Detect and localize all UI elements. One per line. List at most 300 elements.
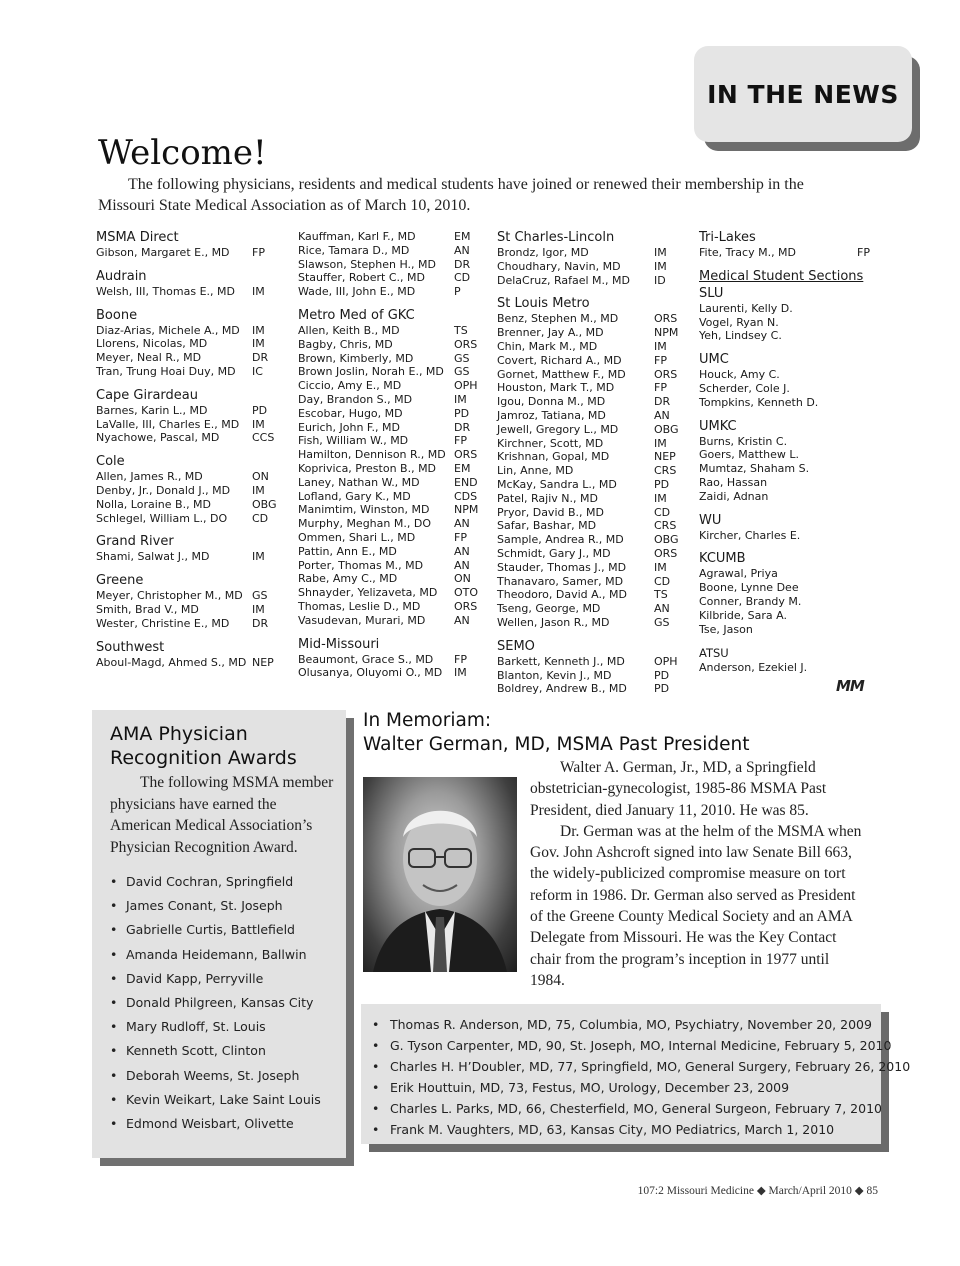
member-name: Barnes, Karin L., MD [96,403,208,417]
ama-award-recipient [110,870,321,894]
member-specialty: CRS [654,519,677,533]
obituary-item [372,1077,910,1098]
member-name: Blanton, Kevin J., MD [497,668,612,682]
member-entry [699,246,879,260]
welcome-intro-text: The following physicians, residents and medical students have joined or renewed their membership in the Missouri State Medical Association as of March 10, 2010. [98,176,804,214]
member-entry [298,653,478,667]
member-specialty: FP [654,381,667,395]
member-entry [497,260,685,274]
member-name: Porter, Thomas M., MD [298,558,424,572]
member-entry [298,271,478,285]
member-specialty: ORS [654,312,678,326]
ama-award-recipient-name: Donald Philgreen, Kansas City [126,995,314,1011]
member-name: Smith, Brad V., MD [96,602,199,616]
ama-award-recipient [110,1039,321,1063]
member-entry [699,529,879,543]
member-name: Pryor, David B., MD [497,505,604,519]
member-entry [298,666,478,680]
member-name: Tompkins, Kenneth D. [699,395,819,409]
member-entry [298,586,478,600]
member-entry [497,354,685,368]
member-name: Shnayder, Yelizaveta, MD [298,586,438,600]
member-name: Welsh, III, Thomas E., MD [96,284,235,298]
member-name: Hamilton, Dennison R., MD [298,448,446,462]
member-entry [298,285,478,299]
member-specialty: IM [252,337,265,351]
member-entry [298,614,478,628]
member-name: Kauffman, Karl F., MD [298,230,416,243]
member-entry [497,561,685,575]
member-entry [699,435,879,449]
ama-award-recipient-name: Edmond Weisbart, Olivette [126,1116,294,1132]
member-name: Benz, Stephen M., MD [497,312,619,326]
member-name: Bagby, Chris, MD [298,337,393,351]
member-name: Brown, Kimberly, MD [298,351,414,365]
member-entry [497,409,685,423]
group-title-greene: Greene [96,573,144,589]
member-name: Safar, Bashar, MD [497,519,597,533]
missouri-medicine-logo: MM [836,677,864,695]
member-specialty: FP [454,652,467,666]
obituary-text: G. Tyson Carpenter, MD, 90, St. Joseph, MO, Internal Medicine, February 5, 2010 [390,1038,892,1053]
member-specialty: AN [454,243,470,257]
member-specialty: GS [454,365,470,379]
member-name: Lofland, Gary K., MD [298,489,411,503]
member-name: Goers, Matthew L. [699,448,799,462]
member-name: Choudhary, Navin, MD [497,259,621,273]
portrait-photo [363,777,517,972]
member-entry [699,567,879,581]
member-name: Beaumont, Grace S., MD [298,652,434,666]
member-entry [497,395,685,409]
obituary-list [372,1014,910,1140]
member-entry [497,368,685,382]
ama-award-recipient [110,991,321,1015]
member-entry [497,326,685,340]
group-title-semo: SEMO [497,638,535,654]
member-name: Chin, Mark M., MD [497,339,598,353]
member-entry [497,575,685,589]
member-entry [96,337,280,351]
member-name: Meyer, Christopher M., MD [96,589,243,603]
member-entry [96,550,280,564]
member-entry [298,545,478,559]
group-title-kcumb: KCUMB [699,551,746,567]
member-name: Conner, Brandy M. [699,594,802,608]
member-name: Boone, Lynne Dee [699,581,799,595]
member-name: Meyer, Neal R., MD [96,351,202,365]
member-entry [699,490,879,504]
member-name: Wester, Christine E., MD [96,616,230,630]
member-name: Brenner, Jay A., MD [497,326,604,340]
member-name: Patel, Rajiv N., MD [497,491,598,505]
group-title-st-charles-lincoln: St Charles-Lincoln [497,230,615,245]
member-name: Thanavaro, Samer, MD [497,574,624,588]
member-specialty: AN [454,517,470,531]
member-specialty: AN [654,602,670,616]
ama-award-recipient-name: Kenneth Scott, Clinton [126,1043,266,1059]
member-entry [699,462,879,476]
member-name: Vogel, Ryan N. [699,315,779,329]
member-name: Brondz, Igor, MD [497,246,589,259]
member-specialty: FP [654,353,667,367]
member-specialty: IM [654,436,667,450]
memoriam-paragraph-1: Walter A. German, Jr., MD, a Springfield obstetrician-gynecologist, 1985-86 MSMA Past President, died January 11, 2010. He was 85. [530,759,827,819]
member-entry [699,382,879,396]
welcome-intro [98,174,838,216]
member-specialty: IM [252,602,265,616]
member-name: Llorens, Nicolas, MD [96,337,208,351]
member-entry [298,476,478,490]
member-entry [298,352,478,366]
member-entry [298,244,478,258]
group-title-st-louis-metro: St Louis Metro [497,296,590,312]
member-specialty: DR [252,351,269,365]
member-entry [298,230,478,244]
member-entry [96,656,280,670]
member-name: Boldrey, Andrew B., MD [497,682,627,696]
member-specialty: END [454,475,478,489]
member-entry [497,423,685,437]
member-entry [497,312,685,326]
member-specialty: PD [654,682,670,696]
member-specialty: DR [454,420,471,434]
ama-award-recipient-name: Deborah Weems, St. Joseph [126,1067,300,1083]
member-specialty: DR [454,257,471,271]
member-name: Covert, Richard A., MD [497,353,622,367]
member-name: Igou, Donna M., MD [497,395,606,409]
obituary-text: Thomas R. Anderson, MD, 75, Columbia, MO, Psychiatry, November 20, 2009 [390,1017,872,1032]
member-name: Kilbride, Sara A. [699,608,787,622]
member-specialty: OPH [654,654,678,668]
member-specialty: DR [252,616,269,630]
member-entry [699,609,879,623]
member-name: Koprivica, Preston B., MD [298,461,437,475]
page-footer: 107:2 Missouri Medicine ◆ March/April 2010 ◆ 85 [637,1185,878,1197]
ama-award-recipient-name: James Conant, St. Joseph [126,898,283,914]
member-entry [497,519,685,533]
member-name: Wellen, Jason R., MD [497,615,610,629]
member-specialty: FP [252,246,265,259]
member-specialty: IM [654,491,667,505]
group-title-wu: WU [699,512,722,528]
member-name: Laney, Nathan W., MD [298,475,420,489]
group-title-slu: SLU [699,285,724,301]
member-name: Stauder, Thomas J., MD [497,560,627,574]
member-name: Escobar, Hugo, MD [298,406,403,420]
ama-award-recipient [110,967,321,991]
memoriam-text [530,757,866,991]
member-name: Olusanya, Oluyomi O., MD [298,666,443,680]
member-specialty: IM [252,417,265,431]
member-specialty: IM [654,259,667,273]
member-entry [298,365,478,379]
member-specialty: CCS [252,431,275,445]
memoriam-heading [363,709,749,757]
group-title-mid-missouri: Mid-Missouri [298,636,380,652]
member-entry [497,492,685,506]
ama-award-recipient [110,943,321,967]
member-entry [497,437,685,451]
member-specialty: GS [654,615,670,629]
member-column-1 [96,230,280,669]
group-title-tri-lakes: Tri-Lakes [699,230,756,245]
member-name: Schmidt, Gary J., MD [497,546,611,560]
obituary-text: Erik Houttuin, MD, 73, Festus, MO, Urology, December 23, 2009 [390,1080,790,1095]
ama-award-recipient [110,918,321,942]
member-name: Tse, Jason [699,622,753,636]
member-specialty: OBG [654,533,679,547]
member-entry [497,588,685,602]
member-specialty: AN [654,408,670,422]
member-entry [497,533,685,547]
ama-award-recipient-name: David Kapp, Perryville [126,970,264,986]
member-specialty: IM [252,483,265,497]
member-entry [699,476,879,490]
obituary-text: Frank M. Vaughters, MD, 63, Kansas City, MO Pediatrics, March 1, 2010 [390,1122,835,1137]
member-entry [497,547,685,561]
member-entry [298,421,478,435]
member-entry [96,617,280,631]
member-specialty: AN [454,544,470,558]
member-name: Burns, Kristin C. [699,434,788,448]
member-name: Vasudevan, Murari, MD [298,613,426,627]
welcome-title: Welcome! [98,133,267,173]
member-entry [96,324,280,338]
member-name: Houck, Amy C. [699,368,780,382]
group-title-umkc: UMKC [699,418,737,434]
member-entry [497,274,685,288]
member-name: Lin, Anne, MD [497,464,574,478]
member-name: Gibson, Margaret E., MD [96,246,230,259]
member-entry [96,365,280,379]
member-name: Kirchner, Scott, MD [497,436,604,450]
member-entry [96,603,280,617]
member-entry [96,470,280,484]
member-name: Murphy, Meghan M., DO [298,517,431,531]
member-name: Jewell, Gregory L., MD [497,422,619,436]
member-entry [298,503,478,517]
member-entry [96,246,280,260]
member-name: Tseng, George, MD [497,602,601,616]
member-specialty: IM [252,323,265,337]
portrait-illustration [363,777,517,972]
member-entry [96,351,280,365]
member-name: Day, Brandon S., MD [298,392,413,406]
group-title-grand-river: Grand River [96,534,174,550]
member-name: Mumtaz, Shaham S. [699,462,810,476]
member-name: Manimtim, Winston, MD [298,503,430,517]
group-title-cole: Cole [96,454,125,470]
member-specialty: OPH [454,379,478,393]
member-entry [96,431,280,445]
member-name: Rabe, Amy C., MD [298,572,398,586]
member-name: Scherder, Cole J. [699,381,790,395]
member-entry [699,448,879,462]
member-entry [298,338,478,352]
obituary-text: Charles H. H’Doubler, MD, 77, Springfield, MO, General Surgery, February 26, 2010 [390,1059,911,1074]
member-column-3 [497,230,685,696]
member-name: Fish, William W., MD [298,434,409,448]
member-name: McKay, Sandra L., MD [497,477,617,491]
member-entry [497,464,685,478]
member-column-2 [298,230,478,680]
member-specialty: GS [454,351,470,365]
member-name: Allen, Keith B., MD [298,323,400,337]
member-specialty: NEP [654,450,676,464]
member-specialty: ORS [654,546,678,560]
member-entry [497,478,685,492]
member-specialty: PD [252,403,268,417]
member-name: Rice, Tamara D., MD [298,243,410,257]
member-specialty: IC [252,364,263,378]
member-entry [497,450,685,464]
member-specialty: IM [454,666,467,680]
member-entry [298,379,478,393]
member-name: Sample, Andrea R., MD [497,533,624,547]
member-entry [497,655,685,669]
member-name: Rao, Hassan [699,475,768,489]
member-specialty: EM [454,461,471,475]
member-name: Kircher, Charles E. [699,528,801,542]
member-name: Ciccio, Amy E., MD [298,379,402,393]
member-entry [497,669,685,683]
obituary-text: Charles L. Parks, MD, 66, Chesterfield, MO, General Surgeon, February 7, 2010 [390,1101,882,1116]
ama-awards-list [110,870,321,1136]
member-entry [298,324,478,338]
member-name: Theodoro, David A., MD [497,588,627,602]
member-entry [96,512,280,526]
member-entry [298,462,478,476]
member-name: Brown Joslin, Norah E., MD [298,365,444,379]
member-name: DelaCruz, Rafael M., MD [497,273,630,287]
member-name: Aboul-Magd, Ahmed S., MD [96,655,247,669]
ama-award-recipient-name: Amanda Heidemann, Ballwin [126,946,307,962]
member-entry [298,393,478,407]
member-specialty: IM [252,550,265,564]
member-entry [497,616,685,630]
member-entry [96,285,280,299]
member-entry [96,589,280,603]
member-entry [298,559,478,573]
member-specialty: EM [454,230,471,243]
member-entry [497,602,685,616]
member-specialty: ON [454,572,471,586]
member-name: Slawson, Stephen H., MD [298,257,436,271]
member-entry [298,434,478,448]
member-specialty: NPM [654,326,679,340]
member-entry [298,407,478,421]
member-specialty: FP [857,246,870,259]
member-name: Gornet, Matthew F., MD [497,367,626,381]
member-specialty: CD [252,511,269,525]
member-name: Nolla, Loraine B., MD [96,497,212,511]
ama-awards-intro-text: The following MSMA member physicians have earned the American Medical Association’s Physician Recognition Award. [110,774,334,856]
member-specialty: IM [654,246,667,259]
memoriam-heading-line1: In Memoriam: [363,710,492,731]
member-name: Yeh, Lindsey C. [699,329,782,343]
member-name: Allen, James R., MD [96,470,203,484]
member-entry [96,418,280,432]
member-name: LaValle, III, Charles E., MD [96,417,240,431]
group-title-southwest: Southwest [96,639,165,655]
member-name: Stauffer, Robert C., MD [298,271,425,285]
member-name: Diaz-Arias, Michele A., MD [96,323,240,337]
member-specialty: TS [454,323,468,337]
member-specialty: IM [454,392,467,406]
member-name: Eurich, John F., MD [298,420,400,434]
member-specialty: IM [654,339,667,353]
member-specialty: FP [454,434,467,448]
member-specialty: CD [654,505,671,519]
memoriam-paragraph-2: Dr. German was at the helm of the MSMA when Gov. John Ashcroft signed into law Senate Bill 663, the widely-publicized compromise measure on tort reform in 1986. Dr. German also served as President of the Greene County Medical Society and an AMA Delegate from Missouri. He was the Key Contact chair from the program’s inception in 1977 until 1984. [530,822,862,989]
member-entry [699,329,879,343]
member-entry [497,381,685,395]
group-title-atsu: ATSU [699,646,729,661]
member-name: Pattin, Ann E., MD [298,544,397,558]
member-specialty: TS [654,588,668,602]
member-name: Anderson, Ezekiel J. [699,661,808,675]
member-entry [298,572,478,586]
member-specialty: IM [252,284,265,298]
memoriam-heading-line2: Walter German, MD, MSMA Past President [363,734,750,755]
member-specialty: CD [654,574,671,588]
member-entry [699,396,879,410]
group-title-msma-direct: MSMA Direct [96,230,179,245]
member-column-4 [699,230,879,675]
member-entry [298,258,478,272]
ama-award-recipient [110,1112,321,1136]
member-entry [96,484,280,498]
section-tab-label: IN THE NEWS [707,80,899,109]
member-specialty: OTO [454,586,479,600]
member-specialty: PD [654,668,670,682]
member-entry [96,498,280,512]
member-entry [699,623,879,637]
member-specialty: ORS [454,599,478,613]
ama-award-recipient [110,894,321,918]
member-entry [497,340,685,354]
member-name: Ommen, Shari L., MD [298,530,416,544]
member-specialty: GS [252,589,268,603]
member-entry [699,316,879,330]
member-entry [298,490,478,504]
member-specialty: ON [252,470,269,484]
member-specialty: P [454,285,461,299]
member-name: Shami, Salwat J., MD [96,550,210,564]
member-name: Nyachowe, Pascal, MD [96,431,220,445]
member-specialty: NEP [252,655,274,669]
member-specialty: ORS [454,337,478,351]
ama-award-recipient [110,1088,321,1112]
member-specialty: FP [454,530,467,544]
member-specialty: ORS [454,448,478,462]
ama-awards-intro [110,772,336,858]
member-specialty: OBG [252,497,277,511]
member-specialty: AN [454,558,470,572]
ama-award-recipient-name: David Cochran, Springfield [126,874,294,889]
member-name: Jamroz, Tatiana, MD [497,408,606,422]
member-name: Wade, III, John E., MD [298,285,416,299]
member-specialty: DR [654,395,671,409]
member-entry [298,517,478,531]
member-name: Schlegel, William L., DO [96,511,228,525]
member-specialty: NPM [454,503,479,517]
ama-award-recipient-name: Mary Rudloff, St. Louis [126,1019,266,1035]
member-name: Fite, Tracy M., MD [699,246,797,259]
member-name: Barkett, Kenneth J., MD [497,654,625,668]
member-specialty: AN [454,613,470,627]
